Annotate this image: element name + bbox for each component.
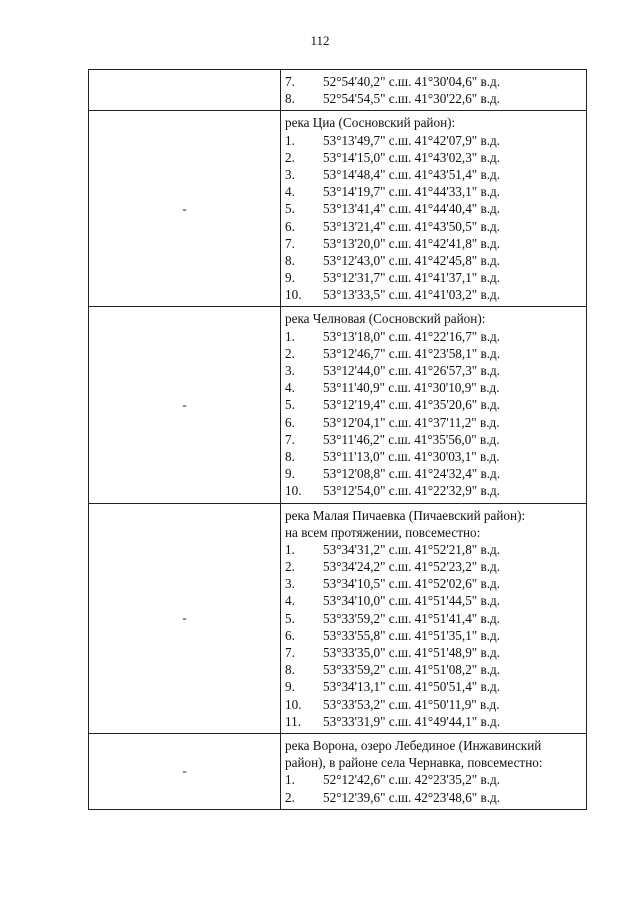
coordinate-value: 53°34'24,2" с.ш. 41°52'23,2" в.д. — [323, 559, 500, 575]
coordinate-item — [285, 661, 586, 678]
coordinate-number: 2. — [285, 149, 295, 165]
coordinate-item — [285, 610, 586, 627]
table-row — [89, 503, 587, 733]
coordinate-item — [285, 269, 586, 286]
coordinate-value: 53°33'59,2" с.ш. 41°51'08,2" в.д. — [323, 662, 500, 678]
row-content-cell — [281, 307, 587, 503]
coordinate-item — [285, 414, 586, 431]
coordinate-item — [285, 627, 586, 644]
coordinate-number: 4. — [285, 593, 295, 609]
coordinate-value: 52°12'42,6" с.ш. 42°23'35,2" в.д. — [323, 772, 500, 788]
coordinate-value: 53°34'31,2" с.ш. 41°52'21,8" в.д. — [323, 541, 500, 557]
coordinate-number: 10. — [285, 287, 302, 303]
row-label-cell — [89, 503, 281, 733]
coordinate-item — [285, 448, 586, 465]
coordinate-item — [285, 73, 586, 90]
coordinate-number: 3. — [285, 576, 295, 592]
coordinate-value: 53°34'10,0" с.ш. 41°51'44,5" в.д. — [323, 593, 500, 609]
coordinate-number: 9. — [285, 270, 295, 286]
table-row — [89, 70, 587, 111]
coordinate-value: 52°54'40,2" с.ш. 41°30'04,6" в.д. — [323, 74, 500, 89]
coordinate-item — [285, 218, 586, 235]
coordinate-value: 53°12'19,4" с.ш. 41°35'20,6" в.д. — [323, 397, 500, 413]
coordinate-value: 53°33'53,2" с.ш. 41°50'11,9" в.д. — [323, 696, 500, 712]
coordinate-number: 9. — [285, 466, 295, 482]
coordinate-item — [285, 575, 586, 592]
location-heading: река Малая Пичаевка (Пичаевский район): — [285, 507, 526, 523]
row-content-cell — [281, 70, 587, 111]
coordinate-number: 7. — [285, 645, 295, 660]
row-content-cell — [281, 503, 587, 733]
coordinate-item — [285, 183, 586, 200]
coordinate-value: 53°12'43,0" с.ш. 41°42'45,8" в.д. — [323, 252, 500, 268]
coordinate-value: 53°13'21,4" с.ш. 41°43'50,5" в.д. — [323, 218, 500, 234]
coordinate-value: 53°33'31,9" с.ш. 41°49'44,1" в.д. — [323, 713, 500, 729]
coordinate-value: 53°34'10,5" с.ш. 41°52'02,6" в.д. — [323, 576, 500, 592]
coordinate-item — [285, 328, 586, 345]
location-heading: на всем протяжении, повсеместно: — [285, 524, 481, 540]
coordinate-item — [285, 541, 586, 558]
coordinate-number: 5. — [285, 397, 295, 413]
coordinate-item — [285, 558, 586, 575]
coordinate-item — [285, 396, 586, 413]
coordinate-item — [285, 465, 586, 482]
coordinate-number: 1. — [285, 541, 295, 557]
coordinate-number: 10. — [285, 696, 302, 712]
coordinate-value: 53°13'33,5" с.ш. 41°41'03,2" в.д. — [323, 287, 500, 303]
coordinate-number: 6. — [285, 414, 295, 430]
coordinate-value: 53°33'55,8" с.ш. 41°51'35,1" в.д. — [323, 627, 500, 643]
coordinate-number: 10. — [285, 483, 302, 499]
coordinate-item — [285, 166, 586, 183]
coordinate-number: 2. — [285, 789, 295, 805]
location-heading: река Ворона, озеро Лебединое (Инжавинский — [285, 737, 542, 753]
coordinate-number: 7. — [285, 235, 295, 251]
coordinate-item — [285, 644, 586, 661]
table-row — [89, 307, 587, 503]
row-dash: - — [182, 610, 187, 626]
coordinate-item — [285, 235, 586, 252]
coordinate-value: 53°13'49,7" с.ш. 41°42'07,9" в.д. — [323, 132, 500, 148]
coordinate-number: 8. — [285, 662, 295, 678]
coordinate-value: 53°33'59,2" с.ш. 41°51'41,4" в.д. — [323, 610, 500, 626]
table-row — [89, 733, 587, 809]
coordinate-item — [285, 286, 586, 303]
coordinate-item — [285, 362, 586, 379]
coordinate-number: 2. — [285, 345, 295, 361]
table-body — [89, 70, 587, 810]
coordinate-value: 53°12'54,0" с.ш. 41°22'32,9" в.д. — [323, 483, 500, 499]
coordinate-number: 9. — [285, 679, 295, 695]
coordinate-number: 11. — [285, 713, 301, 729]
coordinate-item — [285, 345, 586, 362]
row-content-cell — [281, 733, 587, 809]
coordinate-number: 6. — [285, 218, 295, 234]
coordinate-number: 5. — [285, 610, 295, 626]
coordinate-number: 4. — [285, 380, 295, 396]
coordinate-value: 53°12'46,7" с.ш. 41°23'58,1" в.д. — [323, 345, 500, 361]
row-dash: - — [182, 200, 187, 216]
coordinate-number: 3. — [285, 166, 295, 182]
row-label-cell — [89, 733, 281, 809]
coordinate-value: 53°14'15,0" с.ш. 41°43'02,3" в.д. — [323, 149, 500, 165]
coordinates-table — [88, 69, 587, 810]
coordinate-value: 53°13'18,0" с.ш. 41°22'16,7" в.д. — [323, 328, 500, 344]
coordinate-number: 5. — [285, 201, 295, 217]
coordinate-item — [285, 379, 586, 396]
coordinate-item — [285, 149, 586, 166]
coordinate-number: 8. — [285, 448, 295, 464]
coordinate-number: 1. — [285, 772, 295, 788]
table-row — [89, 111, 587, 307]
coordinate-number: 3. — [285, 363, 295, 378]
coordinate-item — [285, 592, 586, 609]
coordinate-value: 53°12'31,7" с.ш. 41°41'37,1" в.д. — [323, 270, 500, 286]
coordinate-item — [285, 696, 586, 713]
coordinate-item — [285, 252, 586, 269]
coordinate-value: 53°11'13,0" с.ш. 41°30'03,1" в.д. — [323, 448, 500, 464]
location-heading: река Челновая (Сосновский район): — [285, 311, 486, 327]
coordinate-number: 8. — [285, 91, 295, 107]
coordinate-item — [285, 789, 586, 806]
coordinate-value: 53°14'19,7" с.ш. 41°44'33,1" в.д. — [323, 184, 500, 200]
coordinate-item — [285, 482, 586, 499]
row-label-cell — [89, 307, 281, 503]
coordinate-value: 52°54'54,5" с.ш. 41°30'22,6" в.д. — [323, 91, 500, 107]
location-heading: район), в районе села Чернавка, повсеместно: — [285, 755, 543, 771]
coordinate-number: 6. — [285, 627, 295, 643]
coordinate-item — [285, 90, 586, 107]
coordinate-item — [285, 713, 586, 730]
row-label-cell — [89, 111, 281, 307]
coordinate-number: 8. — [285, 252, 295, 268]
coordinate-value: 53°12'44,0" с.ш. 41°26'57,3" в.д. — [323, 363, 500, 378]
coordinate-number: 4. — [285, 184, 295, 200]
page-number: 112 — [310, 33, 330, 48]
location-heading: река Циа (Сосновский район): — [285, 115, 456, 131]
coordinate-item — [285, 431, 586, 448]
coordinate-value: 53°11'46,2" с.ш. 41°35'56,0" в.д. — [323, 431, 500, 447]
coordinate-value: 53°12'04,1" с.ш. 41°37'11,2" в.д. — [323, 414, 500, 430]
coordinate-item — [285, 132, 586, 149]
coordinate-number: 1. — [285, 328, 295, 344]
coordinate-value: 53°14'48,4" с.ш. 41°43'51,4" в.д. — [323, 166, 500, 182]
row-dash: - — [182, 396, 187, 412]
coordinate-value: 53°34'13,1" с.ш. 41°50'51,4" в.д. — [323, 679, 500, 695]
coordinate-item — [285, 200, 586, 217]
coordinate-value: 52°12'39,6" с.ш. 42°23'48,6" в.д. — [323, 789, 500, 805]
coordinate-value: 53°13'20,0" с.ш. 41°42'41,8" в.д. — [323, 235, 500, 251]
coordinate-value: 53°11'40,9" с.ш. 41°30'10,9" в.д. — [323, 380, 500, 396]
coordinate-item — [285, 771, 586, 788]
coordinate-item — [285, 678, 586, 695]
coordinate-value: 53°33'35,0" с.ш. 41°51'48,9" в.д. — [323, 645, 500, 660]
coordinate-number: 7. — [285, 74, 295, 89]
row-dash: - — [182, 763, 187, 779]
coordinate-number: 1. — [285, 132, 295, 148]
row-label-cell — [89, 70, 281, 111]
coordinate-value: 53°12'08,8" с.ш. 41°24'32,4" в.д. — [323, 466, 500, 482]
coordinate-number: 7. — [285, 431, 295, 447]
coordinate-value: 53°13'41,4" с.ш. 41°44'40,4" в.д. — [323, 201, 500, 217]
coordinate-number: 2. — [285, 559, 295, 575]
row-content-cell — [281, 111, 587, 307]
